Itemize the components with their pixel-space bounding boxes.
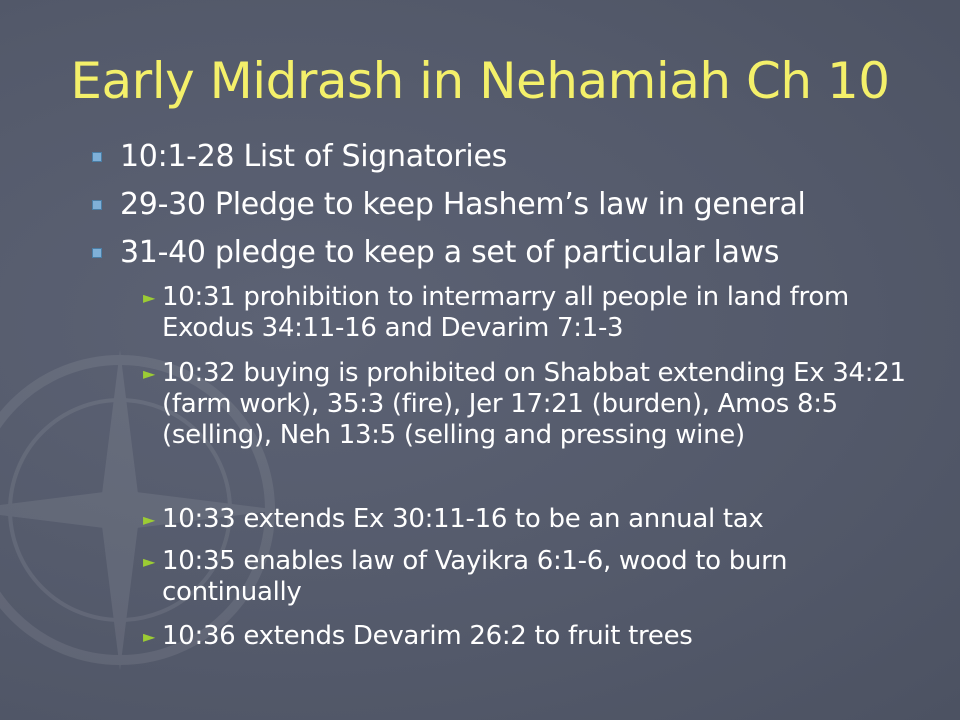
triangle-right-bullet-icon: ► xyxy=(143,288,156,307)
square-bullet-icon xyxy=(92,200,102,210)
subbullet-text: 10:31 prohibition to intermarry all people in land from Exodus 34:11-16 and Devarim 7:1-3 xyxy=(162,282,849,343)
square-bullet-icon xyxy=(92,152,102,162)
bullet-text: 29-30 Pledge to keep Hashem’s law in general xyxy=(120,187,806,222)
slide-title: Early Midrash in Nehamiah Ch 10 xyxy=(70,52,890,110)
triangle-right-bullet-icon: ► xyxy=(143,627,156,646)
square-bullet-icon xyxy=(92,248,102,258)
subbullet-text: 10:32 buying is prohibited on Shabbat extending Ex 34:21 (farm work), 35:3 (fire), Jer 17:21 (burden), Amos 8:5 (selling), Neh 13:5 (selling and pressing wine) xyxy=(162,358,906,450)
bullet-text: 31-40 pledge to keep a set of particular laws xyxy=(120,235,780,270)
subbullet-item xyxy=(143,546,923,608)
bullet-text: 10:1-28 List of Signatories xyxy=(120,139,507,174)
triangle-right-bullet-icon: ► xyxy=(143,510,156,529)
subbullet-item xyxy=(143,504,923,535)
subbullet-text: 10:35 enables law of Vayikra 6:1-6, wood to burn continually xyxy=(162,546,788,607)
subbullet-item xyxy=(143,358,923,451)
subbullet-text: 10:36 extends Devarim 26:2 to fruit trees xyxy=(162,621,693,651)
triangle-right-bullet-icon: ► xyxy=(143,552,156,571)
subbullet-item xyxy=(143,282,923,344)
triangle-right-bullet-icon: ► xyxy=(143,364,156,383)
subbullet-text: 10:33 extends Ex 30:11-16 to be an annual tax xyxy=(162,504,764,534)
subbullet-item xyxy=(143,621,923,652)
